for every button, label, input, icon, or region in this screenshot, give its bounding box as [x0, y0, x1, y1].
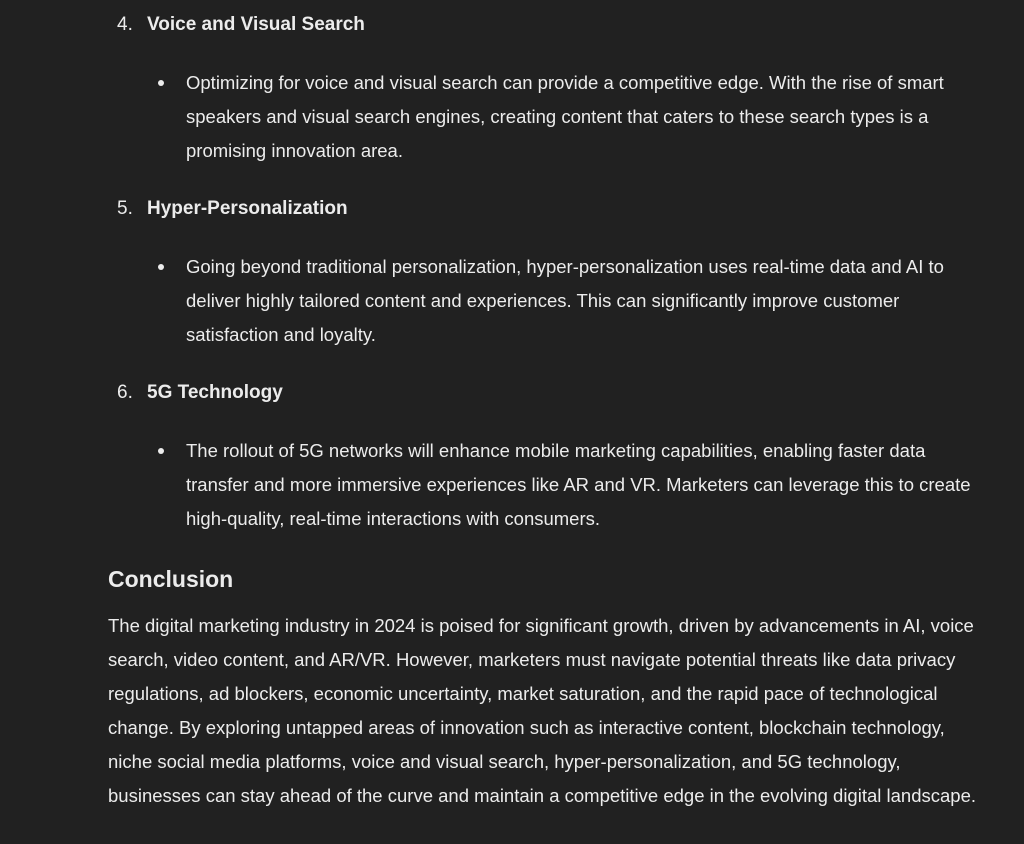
list-item-title: Hyper-Personalization	[147, 198, 348, 219]
list-item-title: 5G Technology	[147, 382, 283, 403]
bullet-icon	[158, 80, 164, 86]
section-heading: Conclusion	[108, 566, 234, 592]
list-item-number: 6.	[117, 382, 133, 403]
list-item-description: Going beyond traditional personalization, hyper-personalization uses real-time data and AI to deliver highly tailored content and experiences. This can significantly improve customer satisfaction and loyalty.	[186, 256, 944, 345]
bullet-icon	[158, 264, 164, 270]
list-item-number: 4.	[117, 14, 133, 35]
list-item-number: 5.	[117, 198, 133, 219]
list-item-description: The rollout of 5G networks will enhance mobile marketing capabilities, enabling faster data transfer and more immersive experiences like AR and VR. Marketers can leverage this to create high-quality, real-time interactions with consumers.	[186, 440, 971, 529]
bullet-icon	[158, 448, 164, 454]
list-item-title: Voice and Visual Search	[147, 14, 365, 35]
conclusion-paragraph: The digital marketing industry in 2024 is poised for significant growth, driven by advancements in AI, voice search, video content, and AR/VR. However, marketers must navigate potential threats like data privacy regulations, ad blockers, economic uncertainty, market saturation, and the rapid pace of technological change. By exploring untapped areas of innovation such as interactive content, blockchain technology, niche social media platforms, voice and visual search, hyper-personalization, and 5G technology, businesses can stay ahead of the curve and maintain a competitive edge in the evolving digital landscape.	[108, 615, 976, 806]
list-item-description: Optimizing for voice and visual search can provide a competitive edge. With the rise of smart speakers and visual search engines, creating content that caters to these search types is a promising innovation area.	[186, 72, 944, 161]
